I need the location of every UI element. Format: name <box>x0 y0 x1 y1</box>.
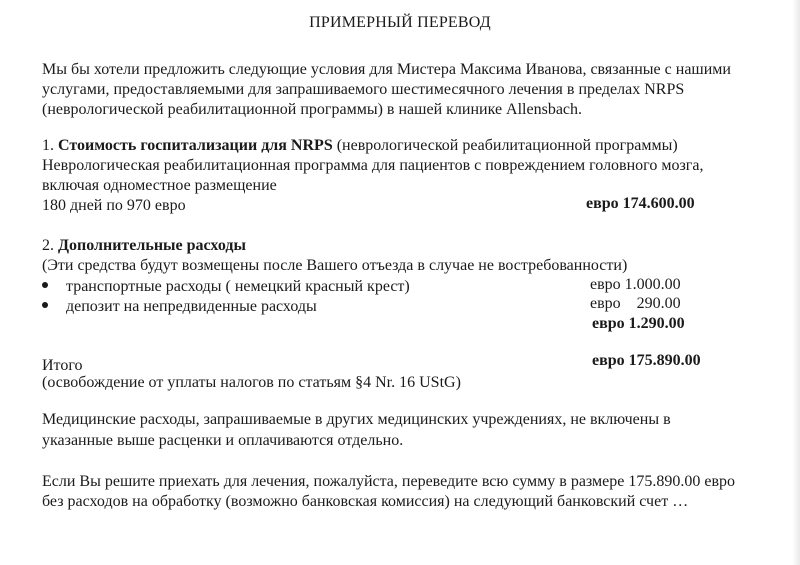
item-label: депозит на непредвиденные расходы <box>66 298 317 315</box>
section1-heading: Стоимость госпитализации для NRPS <box>58 137 333 154</box>
section1-amount: евро 174.600.00 <box>586 195 695 212</box>
list-item <box>42 277 410 297</box>
item-amount: евро 1.000.00 <box>590 276 681 293</box>
section2-heading-line <box>42 236 246 256</box>
section1-number: 1. <box>42 137 54 154</box>
payment-line-2: без расходов на обработку (возможно банковская комиссия) на следующий банковский счет … <box>42 493 689 510</box>
bullet-icon <box>42 282 48 288</box>
section1-line-3: 180 дней по 970 евро <box>42 197 186 214</box>
section1-line-1: Неврологическая реабилитационная программа для пациентов с повреждением головного мозга, <box>42 157 704 174</box>
section1-heading-rest: (неврологической реабилитационной программы) <box>336 137 678 154</box>
total-amount: евро 175.890.00 <box>592 352 701 369</box>
section2-note: (Эти средства будут возмещены после Вашего отъезда в случае не востребованности) <box>42 257 628 274</box>
section2-subtotal: евро 1.290.00 <box>592 315 685 332</box>
list-item <box>42 297 317 317</box>
medical-line-2: указанные выше расценки и оплачиваются отдельно. <box>42 432 404 449</box>
scan-edge-shadow <box>792 0 800 565</box>
document-title: ПРИМЕРНЫЙ ПЕРЕВОД <box>309 14 491 31</box>
medical-line-1: Медицинские расходы, запрашиваемые в других медицинских учреждениях, не включены в <box>42 411 671 428</box>
section1-line-2: включая одноместное размещение <box>42 177 277 194</box>
total-note: (освобождение от уплаты налогов по статьям §4 Nr. 16 UStG) <box>42 374 461 391</box>
item-label: транспортные расходы ( немецкий красный крест) <box>66 278 410 295</box>
intro-line-2: услугами, предоставляемыми для запрашиваемого шестимесячного лечения в пределах NRPS <box>42 81 685 98</box>
item-amount: евро 290.00 <box>590 295 681 312</box>
payment-line-1: Если Вы решите приехать для лечения, пожалуйста, переведите всю сумму в размере 175.890.00 евро <box>42 473 735 490</box>
intro-line-1: Мы бы хотели предложить следующие условия для Мистера Максима Иванова, связанные с нашими <box>42 61 731 78</box>
section1-heading-line <box>42 136 678 156</box>
total-label: Итого <box>42 357 83 374</box>
section2-number: 2. <box>42 237 54 254</box>
bullet-icon <box>42 302 48 308</box>
intro-line-3: (неврологической реабилитационной программы) в нашей клинике Allensbach. <box>42 101 583 118</box>
section2-heading: Дополнительные расходы <box>58 237 246 254</box>
